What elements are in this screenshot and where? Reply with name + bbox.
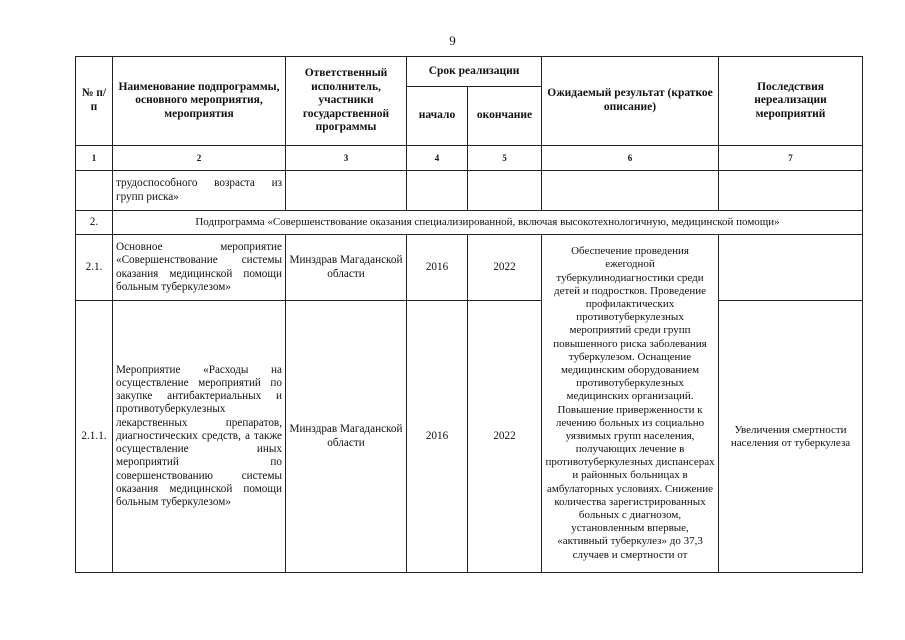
header-name: Наименование подпрограммы, основного мероприятия, мероприятия [113,57,286,146]
column-number: 3 [286,146,407,171]
row-end: 2022 [468,235,542,301]
row-start: 2016 [407,235,468,301]
continuation-consequences [719,171,863,211]
row-executor: Минздрав Магаданской области [286,301,407,573]
column-numbers-row [76,146,863,171]
subprogram-title: Подпрограмма «Совершенствование оказания специализированной, включая высокотехнологичную, медицинской помощи» [113,211,863,235]
continuation-num [76,171,113,211]
expected-result: Обеспечение проведения ежегодной туберкулинодиагностики среди детей и подростков. Проведение профилактических противотуберкулезных мероприятий среди групп повышенного риска заболевания туберкулезом. Оснащение медицинским оборудованием противотуберкулезных медицинских организаций. Повышение приверженности к лечению больных из социально уязвимых групп населения, получающих лечение в противотуберкулезных диспансерах и районных больницах в амбулаторных условиях. Снижение количества зарегистрированных больных с диагнозом, установленным впервые, «активный туберкулез» до 37,3 случаев и смертности от [542,235,719,573]
column-number: 2 [113,146,286,171]
header-end: окончание [468,86,542,145]
row-executor: Минздрав Магаданской области [286,235,407,301]
row-num: 2.1. [76,235,113,301]
continuation-executor [286,171,407,211]
subprogram-row [76,211,863,235]
header-num: № п/п [76,57,113,146]
header-executor: Ответственный исполнитель, участники государственной программы [286,57,407,146]
program-activities-table [75,56,863,573]
page-number: 9 [449,33,456,48]
header-start: начало [407,86,468,145]
table-row [76,301,863,573]
column-number: 1 [76,146,113,171]
continuation-row [76,171,863,211]
row-start: 2016 [407,301,468,573]
continuation-start [407,171,468,211]
table-row [76,235,863,301]
row-name: Мероприятие «Расходы на осуществление мероприятий по закупке антибактериальных и противотуберкулезных лекарственных препаратов, диагностических средств, а также осуществление иных мероприятий по совершенствованию системы оказания медицинской помощи больным туберкулезом» [113,301,286,573]
row-consequences: Увеличения смертности населения от туберкулеза [719,301,863,573]
row-name: Основное мероприятие «Совершенствование системы оказания медицинской помощи больным туберкулезом» [113,235,286,301]
continuation-name: трудоспособного возраста из групп риска» [113,171,286,211]
header-consequences: Последствия нереализации мероприятий [719,57,863,146]
header-period: Срок реализации [407,57,542,87]
column-number: 5 [468,146,542,171]
header-row-1 [76,57,863,87]
row-consequences [719,235,863,301]
row-num: 2.1.1. [76,301,113,573]
column-number: 4 [407,146,468,171]
header-result: Ожидаемый результат (краткое описание) [542,57,719,146]
continuation-end [468,171,542,211]
subprogram-num: 2. [76,211,113,235]
continuation-result [542,171,719,211]
row-end: 2022 [468,301,542,573]
column-number: 7 [719,146,863,171]
column-number: 6 [542,146,719,171]
